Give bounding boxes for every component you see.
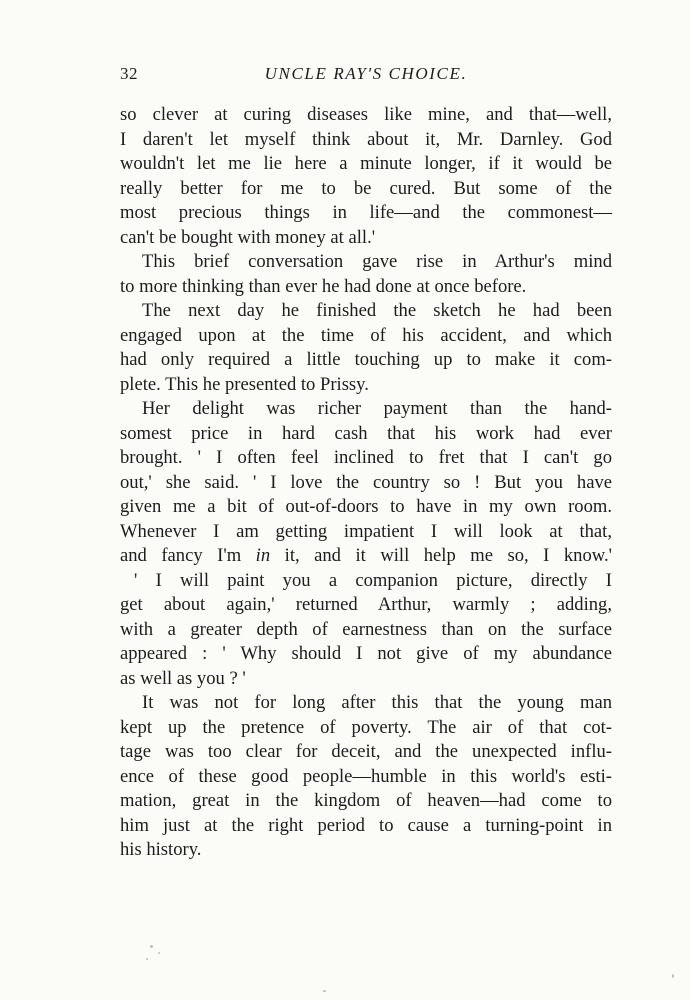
text-line: appeared : ' Why should I not give of my abundance: [120, 643, 612, 664]
text-line: mation, great in the kingdom of heaven—had come to: [120, 790, 612, 811]
text-line: out,' she said. ' I love the country so ! But you have: [120, 471, 612, 493]
paper-speck: [158, 952, 160, 954]
text-line: The next day he finished the sketch he had been: [142, 300, 612, 321]
text-line: I daren't let myself think about it, Mr. Darnley. God: [120, 128, 612, 150]
text-line: plete. This he presented to Prissy.: [120, 373, 369, 395]
paper-speck: [323, 990, 326, 992]
text-line: to more thinking than ever he had done at once before.: [120, 275, 527, 297]
text-line: Her delight was richer payment than the hand-: [142, 398, 612, 419]
text-line: with a greater depth of earnestness than on the surface: [120, 618, 612, 640]
text-line-with-emphasis: [120, 544, 612, 569]
text-run: and fancy I'm: [120, 545, 256, 566]
body-text: [120, 103, 612, 863]
text-line: given me a bit of out-of-doors to have in my own room.: [120, 496, 612, 517]
text-line: really better for me to be cured. But some of the: [120, 177, 612, 199]
text-line: most precious things in life—and the commonest—: [120, 202, 612, 223]
text-line: wouldn't let me lie here a minute longer, if it would be: [120, 153, 612, 174]
running-head: [120, 64, 612, 88]
text-line: brought. ' I often feel inclined to fret that I can't go: [120, 447, 612, 468]
text-run: it, and it will help me so, I know.': [270, 545, 612, 566]
text-line: engaged upon at the time of his accident, and which: [120, 324, 612, 346]
text-line: his history.: [120, 839, 202, 860]
text-line: Whenever I am getting impatient I will look at that,: [120, 520, 612, 542]
paper-speck: [672, 974, 674, 978]
text-line: kept up the pretence of poverty. The air of that cot-: [120, 716, 612, 738]
text-line: so clever at curing diseases like mine, and that—well,: [120, 104, 612, 125]
text-line: get about again,' returned Arthur, warmly ; adding,: [120, 594, 612, 615]
text-line: him just at the right period to cause a turning-point in: [120, 814, 612, 836]
text-line: somest price in hard cash that his work had ever: [120, 422, 612, 444]
paper-speck: [150, 945, 153, 948]
italic-emphasis: in: [255, 545, 271, 566]
text-line: as well as you ? ': [120, 667, 246, 689]
text-line: can't be bought with money at all.': [120, 226, 376, 248]
text-line: had only required a little touching up to make it com-: [120, 349, 612, 370]
text-line: ence of these good people—humble in this world's esti-: [120, 765, 612, 787]
text-line: ' I will paint you a companion picture, directly I: [134, 569, 612, 591]
text-line: tage was too clear for deceit, and the unexpected influ-: [120, 741, 612, 762]
text-line: It was not for long after this that the young man: [142, 692, 612, 713]
page-number: 32: [120, 64, 138, 83]
paper-speck: [146, 958, 148, 960]
text-line: This brief conversation gave rise in Arthur's mind: [142, 251, 612, 272]
running-title: UNCLE RAY'S CHOICE.: [264, 64, 468, 83]
